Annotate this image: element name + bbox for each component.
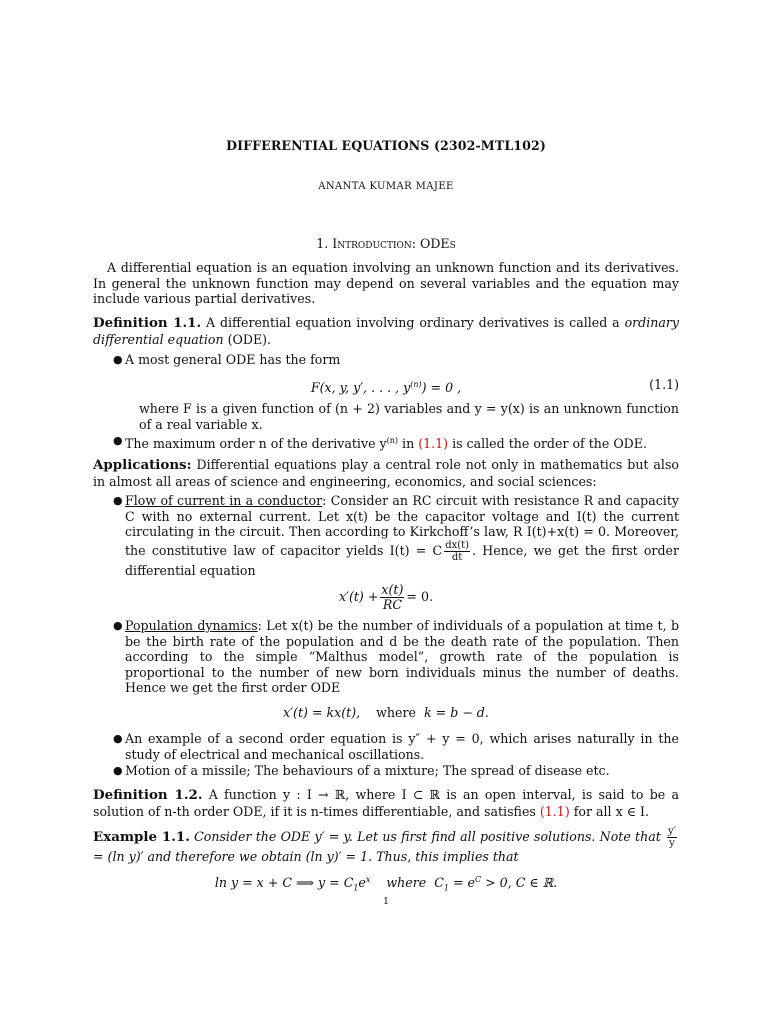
bullet-other-examples: ● Motion of a missile; The behaviours of a mixture; The spread of disease etc. — [113, 763, 610, 778]
equation-rc-circuit: x′(t) + $\frac{x(t)}{RC}$ = 0. — [339, 582, 433, 612]
bullet-heading: Flow of current in a conductor — [125, 493, 323, 508]
bullet-heading: Population dynamics — [125, 618, 258, 633]
equation-reference-link[interactable]: (1.1) — [539, 803, 570, 819]
section-number: 1. — [316, 236, 329, 251]
applications-label: Applications: — [93, 457, 192, 473]
example-label: Example 1.1. — [93, 829, 190, 845]
bullet-icon: ● — [113, 434, 123, 447]
page-number: 1 — [382, 896, 390, 907]
bullet-current-flow: ● Flow of current in a conductor: Consider an RC circuit with resistance R and capacity C with no external current. Let x(t) be the capacitor voltage and I(t) the current circulating in the circuit. Then according to Kirkchoff’s law, R I(t)+x(t) = 0. Moreover, the constitutive law of capacitor yields I(t) = C $\frac{dx(t)}{dt}$ . Hence, we get the first order differential equation — [113, 493, 679, 578]
bullet-order: ● The maximum order n of the derivative $y^{(n)}$ in (1.1) is called the order of the ODE. — [113, 434, 647, 452]
equation-exponential-solution: ln y = x + C ⟹ $y = C_1e^x$ where $C_1 = e^C > 0$, C ∈ ℝ. — [214, 875, 558, 893]
bullet-icon: ● — [113, 353, 123, 366]
example-1-1: Example 1.1. Consider the ODE y′ = y. Let us first find all positive solutions. Note that $\frac{y'}{y}$ = (ln y)′ and therefore we obtain (ln y)′ = 1. Thus, this implies that — [93, 826, 676, 864]
bullet-icon: ● — [113, 732, 123, 745]
section-title-end: s — [449, 236, 456, 251]
definition-label: Definition 1.1. — [93, 315, 202, 331]
definition-1-1: Definition 1.1. A differential equation involving ordinary derivatives is called a ordinary differential equation (ODE). — [93, 315, 680, 347]
equation-number: (1.1) — [649, 377, 679, 392]
general-form-explanation: where F is a given function of (n + 2) variables and y = y(x) is an unknown function of a real variable x. — [139, 401, 679, 432]
derivative-fraction: $\frac{dx(t)}{dt}$ — [445, 539, 470, 563]
definition-label: Definition 1.2. — [93, 787, 203, 803]
applications-paragraph: Applications: Differential equations play a central role not only in mathematics but also in almost all areas of science and engineering, economics, and social sciences: — [93, 457, 679, 489]
bullet-icon: ● — [113, 619, 123, 632]
example-fraction: $\frac{y'}{y}$ — [668, 826, 676, 849]
intro-paragraph: A differential equation is an equation involving an unknown function and its derivatives. In general the unknown function may depend on several variables and the equation may include various partial derivatives. — [93, 260, 679, 307]
section-title-initial: I — [332, 236, 338, 251]
bullet-icon: ● — [113, 494, 123, 507]
bullet-second-order: ● An example of a second order equation is y″ + y = 0, which arises naturally in the study of electrical and mechanical oscillations. — [113, 731, 679, 762]
equation-malthus: x′(t) = kx(t), where k = b − d. — [283, 705, 489, 720]
equation-reference-link[interactable]: (1.1) — [418, 436, 449, 452]
equation-fraction: $\frac{x(t)}{RC}$ — [381, 582, 404, 612]
bullet-general-form: ● A most general ODE has the form — [113, 352, 341, 367]
section-title-rest: ntroduction: ODE — [337, 236, 450, 251]
bullet-population: ● Population dynamics: Let x(t) be the number of individuals of a population at time t, b be the birth rate of the population and d be the death rate of the population. Then according to the simple “Malthus model”, growth rate of the population is proportional to the number of new born individuals minus the number of deaths. Hence we get the first order ODE — [113, 618, 680, 696]
author-name: ANANTA KUMAR MAJEE — [318, 181, 454, 192]
equation-1-1: F(x, y, y′, . . . , $y^{(n)}) = 0$ , (1.1) — [310, 377, 679, 396]
bullet-icon: ● — [113, 764, 123, 777]
paper-title: DIFFERENTIAL EQUATIONS (2302-MTL102) — [226, 138, 546, 153]
definition-1-2: Definition 1.2. A function y : I → ℝ, where I ⊂ ℝ is an open interval, is said to be a solution of n-th order ODE, if it is n-times differentiable, and satisfies (1.1) for all x ∈ I. — [93, 787, 679, 819]
section-heading — [93, 236, 679, 252]
